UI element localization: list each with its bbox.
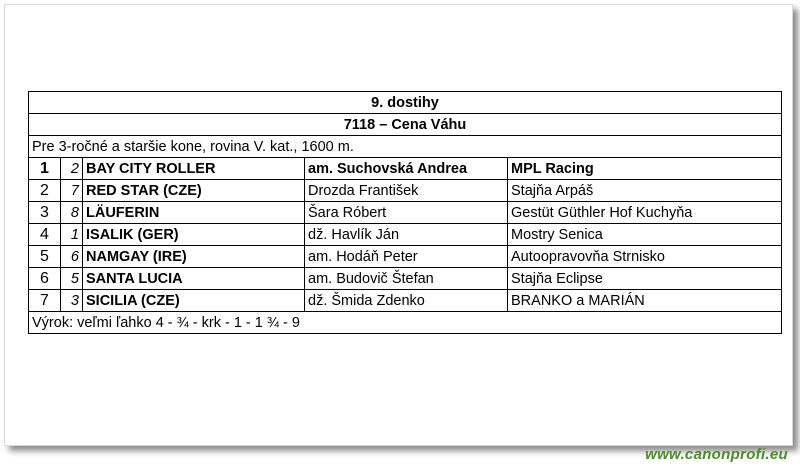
place-cell: 2 <box>29 180 61 202</box>
table-row <box>29 290 782 312</box>
owner-cell: Stajňa Eclipse <box>508 268 782 290</box>
horse-cell: NAMGAY (IRE) <box>83 246 305 268</box>
jockey-cell: am. Suchovská Andrea <box>305 158 508 180</box>
number-cell: 3 <box>61 290 83 312</box>
number-cell: 5 <box>61 268 83 290</box>
horse-cell: LÄUFERIN <box>83 202 305 224</box>
margins-text: Výrok: veľmi ľahko 4 - ¾ - krk - 1 - 1 ¾ - 9 <box>29 312 782 334</box>
place-cell: 3 <box>29 202 61 224</box>
number-cell: 7 <box>61 180 83 202</box>
number-cell: 8 <box>61 202 83 224</box>
results-sheet <box>4 4 793 446</box>
jockey-cell: Šara Róbert <box>305 202 508 224</box>
table-row <box>29 224 782 246</box>
table-row <box>29 180 782 202</box>
jockey-cell: Drozda František <box>305 180 508 202</box>
horse-cell: ISALIK (GER) <box>83 224 305 246</box>
place-cell: 1 <box>29 158 61 180</box>
race-title: 9. dostihy <box>29 92 782 114</box>
place-cell: 4 <box>29 224 61 246</box>
table-row <box>29 268 782 290</box>
jockey-cell: am. Budovič Štefan <box>305 268 508 290</box>
owner-cell: MPL Racing <box>508 158 782 180</box>
horse-cell: SICILIA (CZE) <box>83 290 305 312</box>
owner-cell: Mostry Senica <box>508 224 782 246</box>
race-title-row <box>29 92 782 114</box>
owner-cell: Gestüt Güthler Hof Kuchyňa <box>508 202 782 224</box>
owner-cell: BRANKO a MARIÁN <box>508 290 782 312</box>
horse-cell: SANTA LUCIA <box>83 268 305 290</box>
race-conditions: Pre 3-ročné a staršie kone, rovina V. kat., 1600 m. <box>29 136 782 158</box>
number-cell: 1 <box>61 224 83 246</box>
horse-cell: BAY CITY ROLLER <box>83 158 305 180</box>
place-cell: 7 <box>29 290 61 312</box>
number-cell: 2 <box>61 158 83 180</box>
place-cell: 5 <box>29 246 61 268</box>
race-subtitle: 7118 – Cena Váhu <box>29 114 782 136</box>
owner-cell: Stajňa Arpáš <box>508 180 782 202</box>
race-results-table <box>28 91 782 334</box>
table-row <box>29 158 782 180</box>
watermark-text: www.canonprofi.eu <box>645 446 788 463</box>
number-cell: 6 <box>61 246 83 268</box>
place-cell: 6 <box>29 268 61 290</box>
jockey-cell: dž. Havlík Ján <box>305 224 508 246</box>
table-row <box>29 202 782 224</box>
table-row <box>29 246 782 268</box>
race-conditions-row <box>29 136 782 158</box>
jockey-cell: dž. Šmida Zdenko <box>305 290 508 312</box>
horse-cell: RED STAR (CZE) <box>83 180 305 202</box>
race-subtitle-row <box>29 114 782 136</box>
margins-row <box>29 312 782 334</box>
owner-cell: Autoopravovňa Strnisko <box>508 246 782 268</box>
jockey-cell: am. Hodáň Peter <box>305 246 508 268</box>
